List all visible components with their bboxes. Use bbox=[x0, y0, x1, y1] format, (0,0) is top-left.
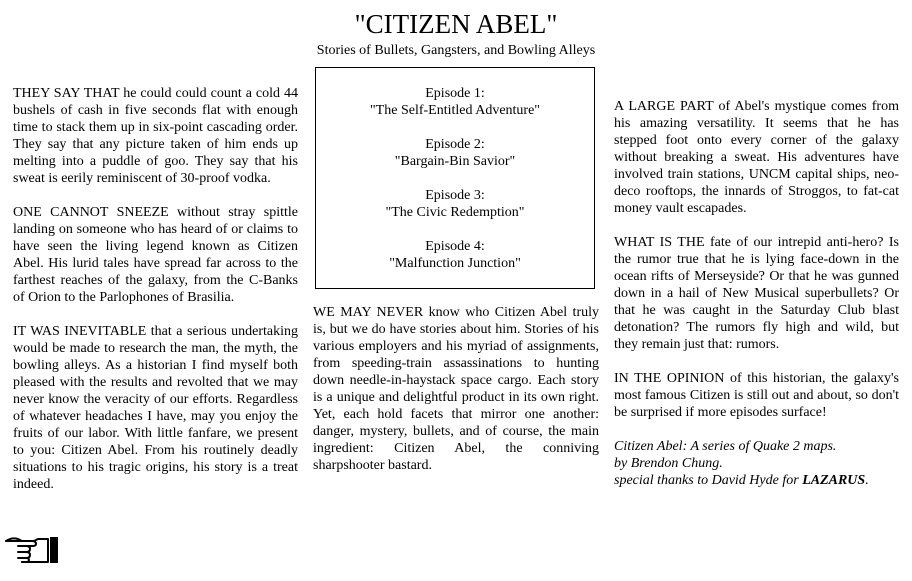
page-title: "CITIZEN ABEL" bbox=[354, 9, 558, 39]
middle-column bbox=[313, 304, 599, 474]
paragraph: WE MAY NEVER know who Citizen Abel truly is, but we do have stories about him. Stories of his various employers and his myriad of assignments, from speeding-train assassinations to hunting down needle-in-haystack space cargo. Each story is a unique and delightful product in its own right. Yet, each hold facets that mirror one another: danger, mystery, bullets, and of course, the main ingredient: Citizen Abel, the conniving sharpshooter bastard. bbox=[313, 305, 599, 473]
paragraph: A LARGE PART of Abel's mystique comes from his amazing versatility. It seems that he has stepped foot onto every corner of the galaxy without breaking a sweat. His adventures have involved train stations, UNCM capital ships, neo-deco rooftops, the innards of Stroggos, to fat-cat money vault escapades. bbox=[614, 99, 899, 216]
paragraph: IT WAS INEVITABLE that a serious undertaking would be made to research the man, the myth, the bowling alleys. As a historian I find myself both pleased with the results and revolted that we may never know the veracity of our efforts. Regardless of whatever headaches I have, may you enjoy the fruits of our labor. With little fanfare, we present to you: Citizen Abel. From his routinely deadly situations to his tragic origins, his story is a treat indeed. bbox=[13, 324, 298, 492]
episode-item bbox=[316, 238, 594, 272]
credits-line-3-bold: LAZARUS bbox=[802, 473, 866, 488]
left-column bbox=[13, 85, 298, 493]
episode-number: Episode 4: bbox=[425, 239, 485, 254]
page-subtitle: Stories of Bullets, Gangsters, and Bowling Alleys bbox=[316, 43, 596, 58]
paragraph: IN THE OPINION of this historian, the galaxy's most famous Citizen is still out and about, so don't be surprised if more episodes surface! bbox=[614, 371, 899, 420]
pointing-hand-icon[interactable] bbox=[4, 533, 64, 563]
credits-line-1: Citizen Abel: A series of Quake 2 maps. bbox=[614, 439, 837, 454]
paragraph: THEY SAY THAT he could could count a cold 44 bushels of cash in five seconds flat with enough time to stack them up in six-point cascading order. They say that any picture taken of him ends up melting into a puddle of goo. They say that his sweat is eerily reminiscent of 30-proof vodka. bbox=[13, 86, 298, 186]
episode-item bbox=[316, 187, 594, 221]
episode-title: "The Self-Entitled Adventure" bbox=[369, 103, 541, 118]
episode-number: Episode 2: bbox=[425, 137, 485, 152]
episode-item bbox=[316, 85, 594, 119]
credits-line-3-suffix: . bbox=[865, 473, 869, 488]
paragraph: WHAT IS THE fate of our intrepid anti-hero? Is the rumor true that he is lying face-down in the ocean rifts of Merseyside? Or that he was gunned down in a hail of New Musical superbullets? Or that he was caught in the Saturday Club blast detonation? The rumors fly high and wild, but they remain just that: rumors. bbox=[614, 235, 899, 352]
episode-title: "Bargain-Bin Savior" bbox=[394, 154, 516, 169]
episode-title: "The Civic Redemption" bbox=[385, 205, 525, 220]
credits bbox=[614, 438, 899, 489]
episode-list-box bbox=[315, 67, 595, 289]
episode-number: Episode 1: bbox=[425, 86, 485, 101]
right-column bbox=[614, 98, 899, 489]
episode-item bbox=[316, 136, 594, 170]
paragraph: ONE CANNOT SNEEZE without stray spittle landing on someone who has heard of or claims to have seen the living legend known as Citizen Abel. His lurid tales have spread far across to the farthest reaches of the galaxy, from the C-Banks of Orion to the Parlophones of Brasilia. bbox=[13, 205, 298, 305]
episode-title: "Malfunction Junction" bbox=[389, 256, 521, 271]
credits-line-3-prefix: special thanks to David Hyde for bbox=[614, 473, 803, 488]
credits-line-2: by Brendon Chung. bbox=[614, 456, 723, 471]
episode-number: Episode 3: bbox=[425, 188, 485, 203]
